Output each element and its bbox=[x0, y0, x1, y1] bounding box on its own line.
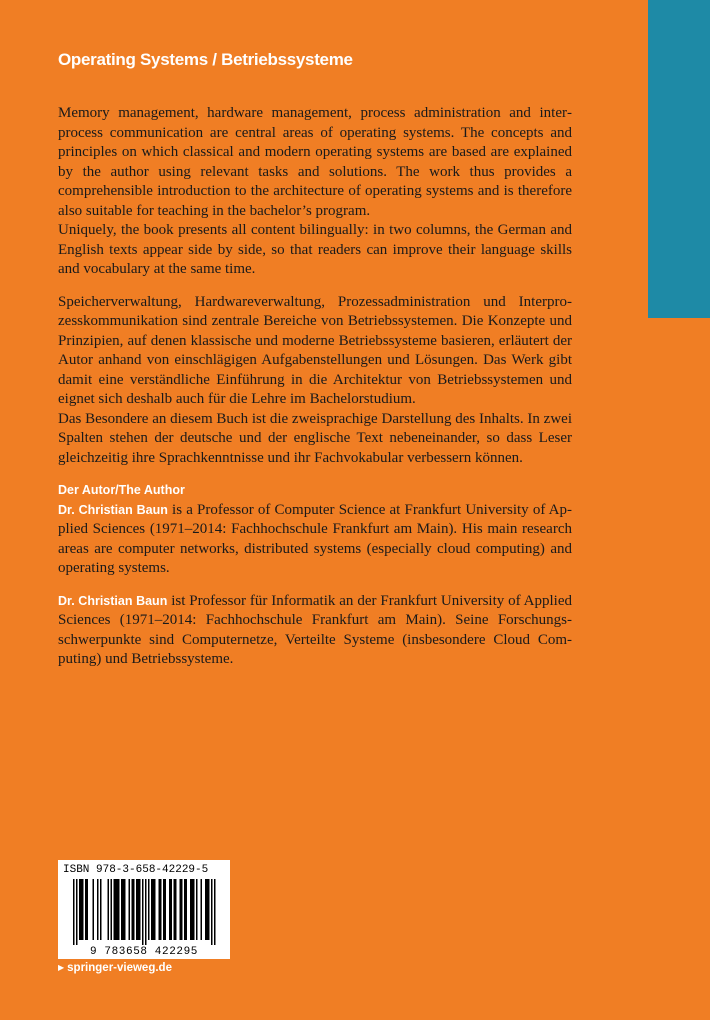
barcode-bar bbox=[132, 879, 134, 940]
barcode-bar bbox=[211, 879, 213, 945]
author-name: Dr. Christian Baun bbox=[58, 502, 168, 517]
barcode-bar bbox=[111, 879, 113, 940]
barcode-bar bbox=[208, 879, 210, 940]
barcode-bar bbox=[201, 879, 203, 940]
barcode-bar bbox=[136, 879, 138, 940]
author-bio-english-text: is a Professor of Computer Science at Frankfurt University of Applied Sciences (1971–2014: Fachhochschule Frankfurt am Main). His main research areas are computer networks, distributed systems (especially cloud computing) and operating systems. bbox=[58, 501, 572, 576]
barcode-bar bbox=[214, 879, 216, 945]
author-heading: Der Autor/The Author bbox=[58, 483, 185, 497]
barcode-bar bbox=[171, 879, 173, 940]
barcode-bar bbox=[169, 879, 171, 940]
barcode-bar bbox=[117, 879, 119, 940]
barcode-graphic bbox=[63, 879, 225, 956]
publisher-link-text: springer-vieweg.de bbox=[67, 962, 172, 974]
author-bio-german-text: ist Professor für Informatik an der Frankfurt University of Applied Sciences (1971–2014: Fachhochschule Frankfurt am Main). Seine Forschungsschwerpunkte sind Computernetze, Verteilte Systeme (insbesondere Cloud Computing) und Betriebssysteme. bbox=[58, 592, 573, 667]
publisher-link[interactable] bbox=[58, 962, 172, 974]
barcode-bar bbox=[115, 879, 117, 940]
barcode-bar bbox=[192, 879, 194, 940]
barcode-bar bbox=[153, 879, 155, 940]
series-title: Operating Systems / Betriebssysteme bbox=[58, 50, 353, 69]
barcode-bar bbox=[139, 879, 141, 940]
barcode-bar bbox=[142, 879, 144, 945]
barcode-bar bbox=[138, 879, 140, 940]
author-bio-english bbox=[58, 501, 572, 579]
barcode-bar bbox=[93, 879, 95, 940]
english-paragraph-2: Uniquely, the book presents all content bilingually: in two columns, the German and English texts appear side by side, so that readers can improve their language skills and vocabulary at the same time. bbox=[58, 222, 572, 277]
barcode-bar bbox=[87, 879, 89, 940]
barcode-bar bbox=[186, 879, 188, 940]
barcode-bar bbox=[129, 879, 131, 940]
series-color-tab bbox=[648, 0, 710, 318]
german-paragraph-2: Das Besondere an diesem Buch ist die zweisprachige Darstellung des Inhalts. In zwei Spalten stehen der deutsche und der englische Text nebeneinander, so dass Leser gleichzeitig ihre Sprachkenntnisse und ihr Fachvokabular verbessern können. bbox=[58, 410, 572, 466]
barcode-bar bbox=[133, 879, 135, 940]
barcode-bar bbox=[100, 879, 102, 940]
isbn-barcode bbox=[58, 860, 230, 959]
barcode-bar bbox=[180, 879, 182, 940]
barcode-bar bbox=[154, 879, 156, 940]
barcode-bar bbox=[184, 879, 186, 940]
barcode-bar bbox=[159, 879, 161, 940]
barcode-bar bbox=[163, 879, 165, 940]
barcode-bar bbox=[160, 879, 162, 940]
barcode-bar bbox=[190, 879, 192, 940]
barcode-digits: 9 783658 422295 bbox=[89, 946, 199, 956]
barcode-bar bbox=[114, 879, 116, 940]
author-name-german: Dr. Christian Baun bbox=[58, 593, 168, 608]
barcode-bar bbox=[123, 879, 125, 940]
barcode-bar bbox=[148, 879, 150, 940]
barcode-bar bbox=[174, 879, 176, 940]
arrow-right-icon: ▶ bbox=[58, 963, 65, 972]
barcode-bar bbox=[205, 879, 207, 940]
isbn-label: ISBN 978-3-658-42229-5 bbox=[63, 864, 209, 876]
author-bio-german bbox=[58, 592, 572, 670]
barcode-bar bbox=[207, 879, 209, 940]
barcode-bar bbox=[73, 879, 75, 945]
barcode-bar bbox=[85, 879, 87, 940]
barcode-bar bbox=[76, 879, 78, 945]
blurb-text bbox=[58, 104, 572, 670]
barcode-bar bbox=[193, 879, 195, 940]
barcode-bar bbox=[82, 879, 84, 940]
barcode-bar bbox=[81, 879, 83, 940]
barcode-bar bbox=[196, 879, 198, 940]
barcode-bar bbox=[181, 879, 183, 940]
barcode-bar bbox=[145, 879, 147, 945]
barcode-bar bbox=[124, 879, 126, 940]
barcode-bar bbox=[175, 879, 177, 940]
barcode-bar bbox=[108, 879, 110, 940]
barcode-bar bbox=[97, 879, 99, 940]
barcode-bar bbox=[118, 879, 120, 940]
barcode-bar bbox=[151, 879, 153, 940]
barcode-bar bbox=[121, 879, 123, 940]
barcode-bar bbox=[79, 879, 81, 940]
english-paragraph-1: Memory management, hardware management, process administration and interprocess communication are central areas of operating systems. The concepts and principles on which classical and modern operating systems are based are explained by the author using relevant tasks and solutions. The work thus provides a comprehensible introduction to the architecture of operating systems and is therefore also suitable for teaching in the bachelor’s program. bbox=[58, 105, 572, 219]
german-paragraph-1: Speicherverwaltung, Hardwareverwaltung, Prozessadministration und Interprozesskommunikation sind zentrale Bereiche von Betriebssystemen. Die Konzepte und Prinzipien, auf denen klassische und moderne Betriebssysteme basieren, erläutert der Autor anhand von einschlägigen Aufgabenstellungen und Lösungen. Das Werk gibt damit eine verständliche Einführung in die Architektur von Betriebssystemen und eignet sich deshalb auch für die Lehre im Bachelorstudium. bbox=[58, 293, 572, 407]
barcode-bar bbox=[165, 879, 167, 940]
